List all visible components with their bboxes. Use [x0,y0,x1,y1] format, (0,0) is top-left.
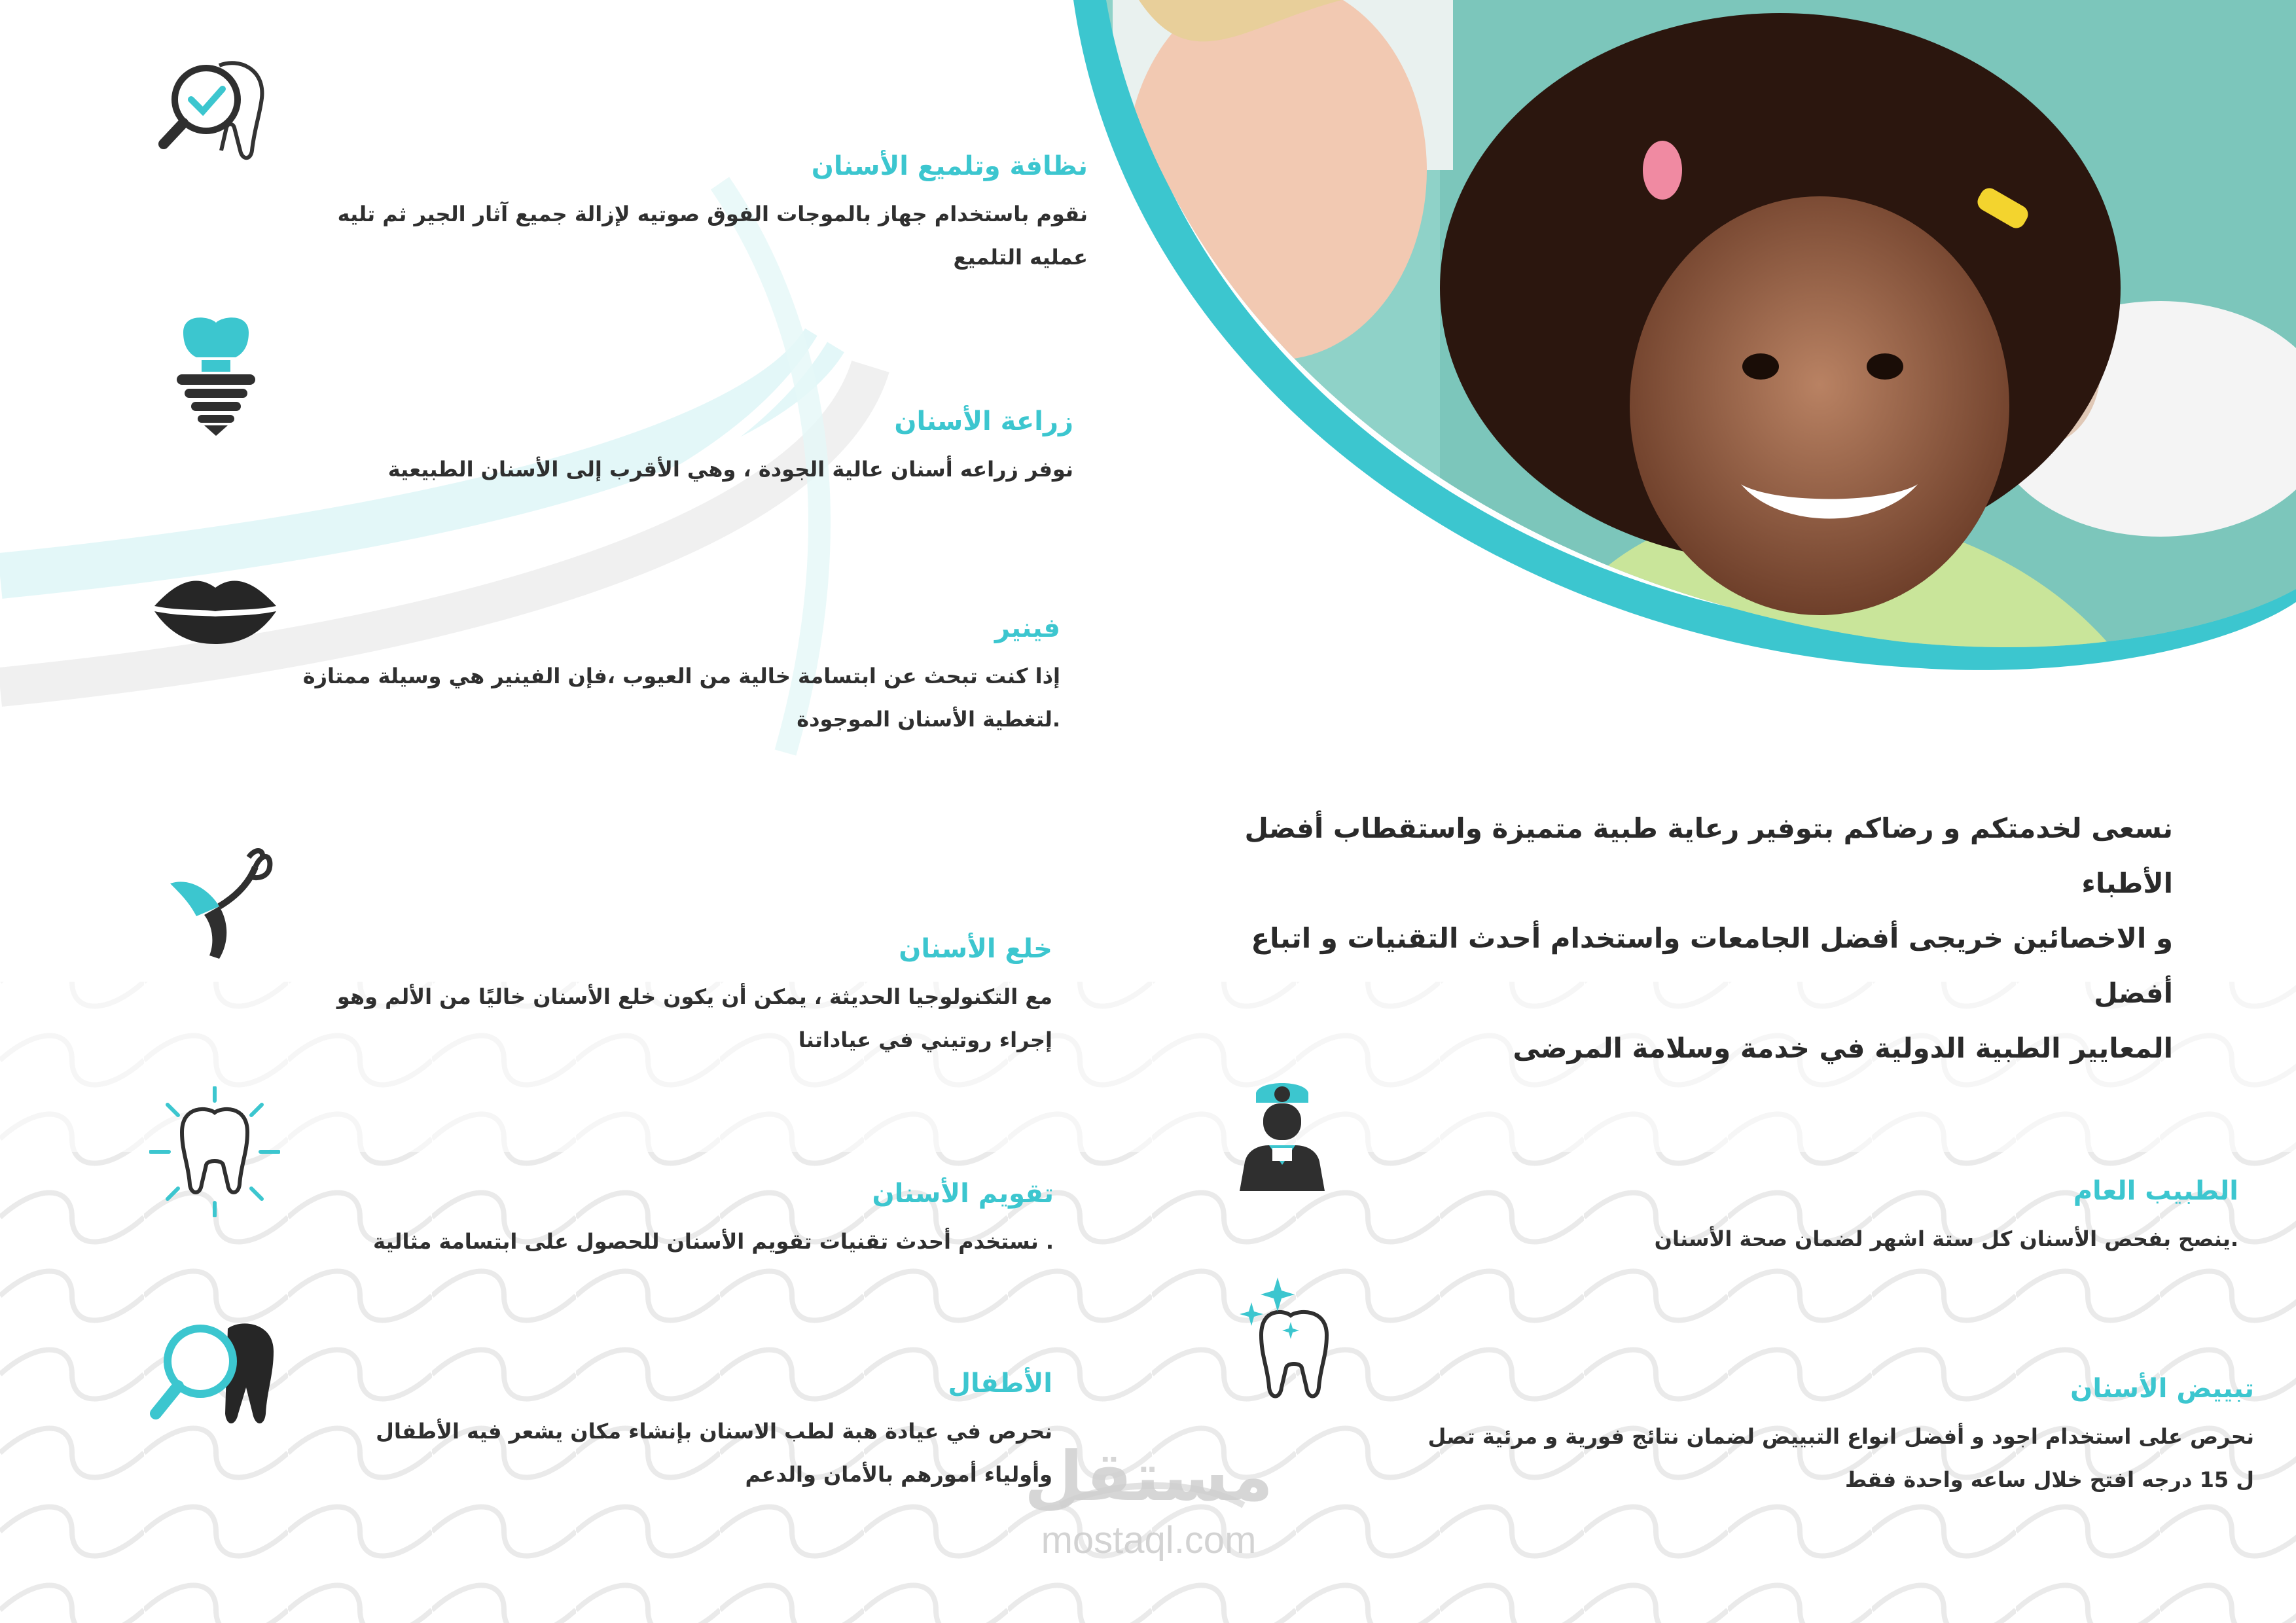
dentist-doctor-icon [1240,1080,1325,1191]
service-veneers-desc-line-1: إذا كنت تبحث عن ابتسامة خالية من العيوب ،فإن الفينير هي وسيلة ممتازة [302,664,1060,688]
service-orthodontics [281,1177,1054,1263]
magnifier-tooth-icon [149,1315,280,1433]
service-general-dentist-title: الطبيب العام [2073,1176,2238,1206]
intro-line-2: و الاخصائين خريجى أفضل الجامعات واستخدام أحدث التقنيات و اتباع أفضل [1251,922,2173,1009]
service-whitening-desc-line-1: نحرص على استخدام اجود و أفضل انواع التبييض لضمان نتائج فورية و مرئية تصل [1427,1424,2254,1449]
service-implant-title: زراعة الأسنان [894,406,1073,437]
intro-line-1: نسعى لخدمتكم و رضاكم بتوفير رعاية طبية متميزة واستقطاب أفضل الأطباء [1244,812,2173,899]
intro-paragraph [1217,801,2173,1076]
service-whitening-title: تبييض الأسنان [2070,1374,2254,1404]
service-orthodontics-title: تقويم الأسنان [872,1179,1054,1209]
service-veneers-desc-line-2: .لتغطية الأسنان الموجودة [797,707,1060,732]
service-children [281,1366,1052,1496]
service-veneers [281,611,1060,741]
service-veneers-title: فينير [994,613,1060,643]
lips-icon [152,573,279,645]
service-cleaning-desc-line-1: نقوم باستخدام جهاز بالموجات الفوق صوتيه لإزالة جميع آثار الجير ثم تليه [337,202,1088,226]
service-whitening [1374,1372,2254,1501]
service-children-desc-line-2: وأولياء أمورهم بالأمان والدعم [745,1462,1052,1487]
service-cleaning-title: نظافة وتلميع الأسنان [811,151,1088,181]
watermark-latin: mostaql.com [1041,1519,1257,1561]
service-implant [281,404,1073,491]
tooth-magnifier-check-icon [157,52,268,164]
service-cleaning [281,149,1088,279]
sparkling-tooth-icon [1238,1276,1330,1407]
service-orthodontics-desc-line-1: . نستخدم أحدث تقنيات تقويم الأسنان للحصول على ابتسامة مثالية [373,1229,1054,1254]
service-implant-desc-line-1: نوفر زراعه أسنان عالية الجودة ، وهي الأقرب إلى الأسنان الطبيعية [387,457,1073,482]
service-children-desc-line-1: نحرص في عيادة هبة لطب الاسنان بإنشاء مكان يشعر فيه الأطفال [376,1419,1052,1444]
service-general-dentist-desc-line-1: .ينصح بفحص الأسنان كل ستة اشهر لضمان صحة الأسنان [1654,1226,2238,1251]
service-extraction-desc-line-2: إجراء روتيني في عياداتنا [798,1027,1052,1052]
service-extraction-title: خلع الأسنان [899,934,1052,964]
shining-tooth-icon [149,1086,280,1217]
service-children-title: الأطفال [948,1368,1052,1399]
service-extraction [281,932,1052,1061]
service-whitening-desc-line-2: ل 15 درجه افتح خلال ساعه واحدة فقط [1844,1467,2254,1492]
service-general-dentist [1374,1174,2238,1260]
service-extraction-desc-line-1: مع التكنولوجيا الحديثة ، يمكن أن يكون خلع الأسنان خاليًا من الألم وهو [336,984,1052,1009]
service-cleaning-desc-line-2: عمليه التلميع [953,245,1088,270]
intro-line-3: المعايير الطبية الدولية في خدمة وسلامة المرضى [1513,1032,2173,1064]
dental-implant-icon [170,313,262,437]
dental-forceps-icon [157,844,275,962]
watermark-arabic: مستقل [1024,1436,1274,1516]
